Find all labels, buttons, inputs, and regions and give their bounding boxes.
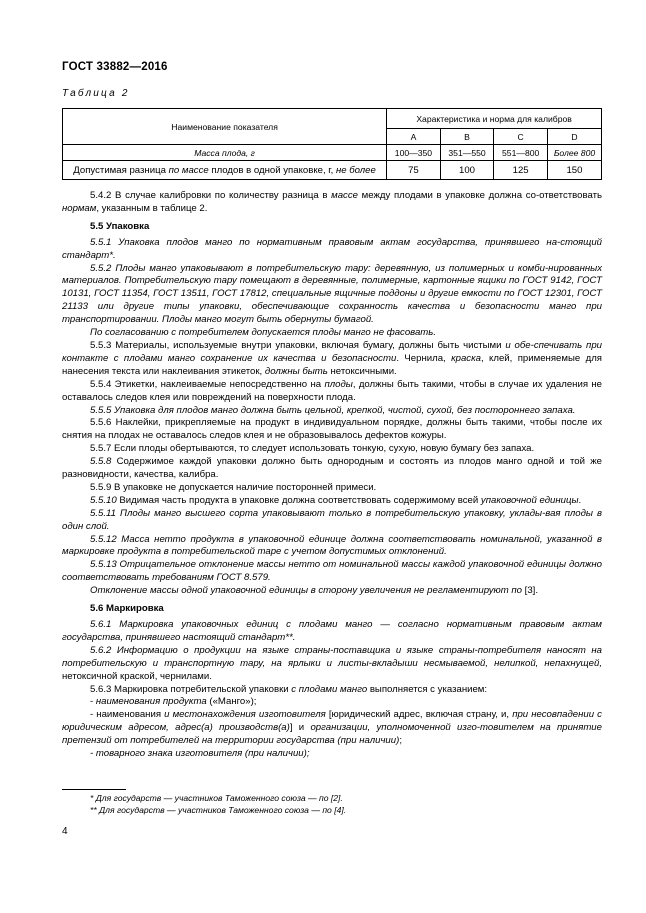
- footnote-divider: [62, 789, 126, 790]
- table-cell: 125: [494, 161, 548, 180]
- paragraph-5-5-4: 5.5.4 Этикетки, наклеиваемые непосредственно на плоды, должны быть такими, чтобы в случае их удаления не оставалось следов клея или повреждений на поверхности плода.: [62, 378, 602, 403]
- paragraph-5-5-2: 5.5.2 Плоды манго упаковывают в потребительскую тару: деревянную, из полимерных и комби-нированных материалов. Потребительскую тару помещают в деревянные, полимерные, картонные ящики по ГОСТ 9142, ГОСТ 10131, ГОСТ 11354, ГОСТ 13511, ГОСТ 17812, специальные ящичные поддоны и другие емкости по ГОСТ 12301, ГОСТ 21133 или другие типы упаковки, обеспечивающие сохранность качества и безопасности манго при транспортировании. Плоды манго могут быть обернуты бумагой.: [62, 262, 602, 326]
- list-item: - наименования и местонахождения изготовителя [юридический адрес, включая страну, и, при несовпадении с юридическим адресом, адрес(а) производств(а)] и организации, уполномоченной изго-товителем на принятие претензий от потребителей на территории государства (при наличии);: [62, 709, 602, 747]
- standard-header: ГОСТ 33882—2016: [62, 61, 168, 73]
- table-group-header: Характеристика и норма для калибров: [387, 109, 602, 129]
- paragraph-5-6-3: 5.6.3 Маркировка потребительской упаковки с плодами манго выполняется с указанием:: [90, 683, 488, 695]
- paragraph-5-5-1: 5.5.1 Упаковка плодов манго по нормативным правовым актам государства, принявшего на-стоящий стандарт*.: [62, 236, 602, 261]
- paragraph-5-5-9: 5.5.9 В упаковке не допускается наличие посторонней примеси.: [90, 481, 377, 493]
- paragraph-5-5-12: 5.5.12 Масса нетто продукта в упаковочной единице должна соответствовать номинальной, указанной в маркировке продукта в потребительской таре с учетом допустимых отклонений.: [62, 533, 602, 558]
- table-cell: 150: [547, 161, 601, 180]
- table-cell: 100—350: [387, 145, 441, 161]
- table-cell: 351—550: [440, 145, 494, 161]
- table-cell: 100: [440, 161, 494, 180]
- table-row-label: Масса плода, г: [63, 145, 387, 161]
- footnote-1: * Для государств — участников Таможенного союза — по [2].: [90, 793, 343, 803]
- paragraph-5-6-1: 5.6.1 Маркировка упаковочных единиц с плодами манго — согласно нормативным правовым актам государства, принявшего настоящий стандарт**.: [62, 619, 602, 643]
- table-row: [63, 161, 602, 180]
- table-row: [63, 145, 602, 161]
- body-text: [62, 190, 602, 761]
- table-caliber-a: A: [387, 129, 441, 145]
- paragraph-5-5-2b: По согласованию с потребителем допускается плоды манго не фасовать.: [90, 327, 437, 339]
- table-cell: Более 800: [547, 145, 601, 161]
- list-item: - наименования продукта («Манго»);: [90, 696, 257, 708]
- page-number: 4: [62, 826, 68, 837]
- table-caption: Таблица 2: [62, 88, 130, 99]
- paragraph-5-5-13b: Отклонение массы одной упаковочной единицы в сторону увеличения не регламентируют по [3].: [90, 585, 539, 597]
- paragraph-5-5-8: 5.5.8 Содержимое каждой упаковки должно быть однородным и состоять из плодов манго одной и той же разновидности, качества, калибра.: [62, 456, 602, 481]
- paragraph-5-5-3: 5.5.3 Материалы, используемые внутри упаковки, включая бумагу, должны быть чистыми и обе-спечивать при контакте с плодами манго сохранение их качества и безопасности. Чернила, краска, клей, применяемые для нанесения текста или наклеивания этикеток, должны быть нетоксичными.: [62, 339, 602, 377]
- paragraph-5-5-6: 5.5.6 Наклейки, прикрепляемые на продукт в индивидуальном порядке, должны быть такими, чтобы после их снятия на плодах не оставалось следов клея и не образовывалось дефектов кожуры.: [62, 417, 602, 442]
- paragraph-5-5-10: 5.5.10 Видимая часть продукта в упаковке должна соответствовать содержимому всей упаковочной единицы.: [90, 494, 582, 506]
- paragraph-5-5-5: 5.5.5 Упаковка для плодов манго должна быть цельной, крепкой, чистой, сухой, без постороннего запаха.: [90, 404, 576, 416]
- list-item: - товарного знака изготовителя (при наличии);: [90, 748, 310, 760]
- table-cell: 75: [387, 161, 441, 180]
- section-heading-5-6: 5.6 Маркировка: [90, 603, 164, 615]
- table-caliber-b: B: [440, 129, 494, 145]
- table-caliber-d: D: [547, 129, 601, 145]
- table-col-header: Наименование показателя: [63, 109, 387, 145]
- section-heading-5-5: 5.5 Упаковка: [90, 220, 150, 232]
- table-caliber-c: C: [494, 129, 548, 145]
- caliber-table: [62, 108, 602, 180]
- footnote-2: ** Для государств — участников Таможенного союза — по [4].: [90, 805, 347, 815]
- table-row-label: Допустимая разница по массе плодов в одной упаковке, г, не более: [63, 161, 387, 180]
- paragraph-5-5-7: 5.5.7 Если плоды обертываются, то следует использовать тонкую, сухую, новую бумагу без запаха.: [90, 443, 535, 455]
- paragraph-5-6-2: 5.6.2 Информацию о продукции на языке страны-поставщика и языке страны-потребителя наносят на потребительскую и транспортную тару, на ярлыки и листы-вкладыши несмываемой, нелипкой, непахнущей, нетоксичной краской, чернилами.: [62, 644, 602, 682]
- paragraph-5-4-2: 5.4.2 В случае калибровки по количеству разница в массе между плодами в упаковке должна со-ответствовать нормам, указанным в таблице 2.: [62, 190, 602, 214]
- paragraph-5-5-13: 5.5.13 Отрицательное отклонение массы нетто от номинальной массы каждой упаковочной единицы должно соответствовать требованиям ГОСТ 8.579.: [62, 559, 602, 584]
- paragraph-5-5-11: 5.5.11 Плоды манго высшего сорта упаковывают только в потребительскую упаковку, уклады-вая плоды в один слой.: [62, 507, 602, 532]
- table-cell: 551—800: [494, 145, 548, 161]
